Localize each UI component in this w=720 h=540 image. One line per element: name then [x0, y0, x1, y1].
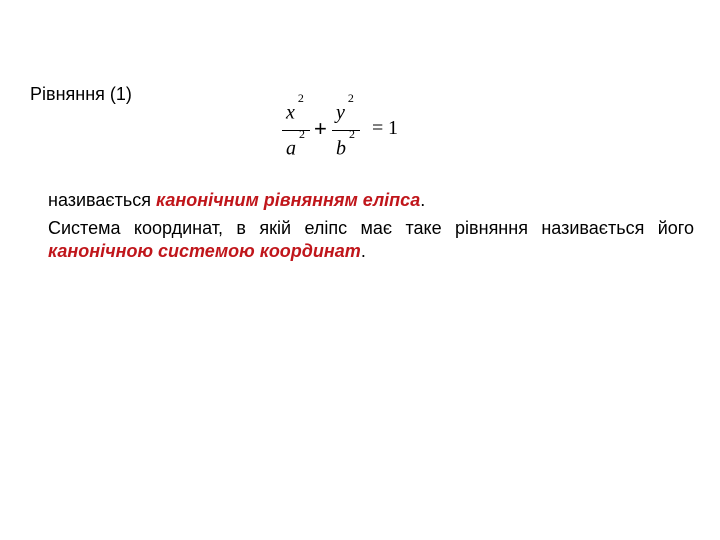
numerator-y: $y^2$: [336, 91, 354, 124]
term-canonical-equation: канонічним рівнянням еліпса: [155, 190, 421, 210]
fraction-bar: [332, 130, 360, 131]
paragraph-canonical-system: Система координат, в якій еліпс має таке рівняння називається його канонічною системою координат.: [48, 218, 694, 261]
fraction-bar: [282, 130, 310, 131]
plus-sign: +: [314, 116, 327, 141]
right-hand-side: 1: [388, 117, 398, 139]
equals-sign: =: [372, 117, 384, 139]
numerator-x: $x^2$: [286, 91, 304, 124]
term-canonical-system: канонічною системою координат: [48, 241, 361, 261]
intro-text: Рівняння (1): [30, 84, 132, 104]
fraction-y-over-b: [332, 91, 364, 166]
paragraph-canonical-equation: називається канонічним рівнянням еліпса.: [48, 190, 426, 210]
ellipse-equation: [280, 91, 410, 166]
denominator-b: $b^2$: [336, 127, 355, 160]
denominator-a: $a^2$: [286, 127, 305, 160]
fraction-x-over-a: [282, 91, 314, 166]
